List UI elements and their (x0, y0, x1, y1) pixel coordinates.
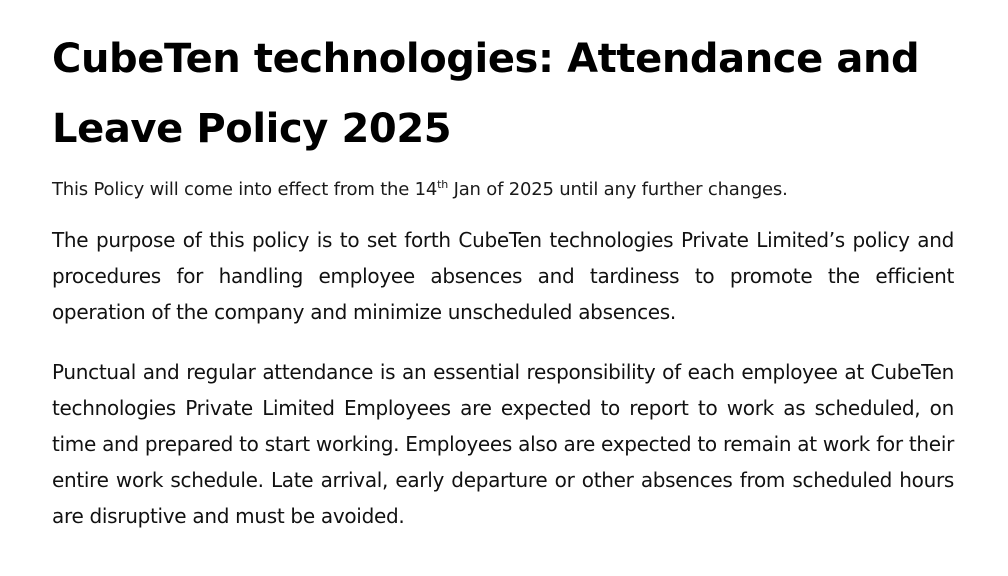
ordinal-suffix: th (437, 178, 449, 191)
document-page (52, 24, 954, 534)
purpose-paragraph: The purpose of this policy is to set forth CubeTen technologies Private Limited’s policy and procedures for handling employee absences and tardiness to promote the efficient operation of the company and minimize unscheduled absences. (52, 228, 954, 324)
attendance-paragraph: Punctual and regular attendance is an essential responsibility of each employee at CubeTen technologies Private Limited Employees are expected to report to work as scheduled, on time and prepared to start working. Employees also are expected to remain at work for their entire work schedule. Late arrival, early departure or other absences from scheduled hours are disruptive and must be avoided. (52, 360, 954, 528)
effective-date-prefix: This Policy will come into effect from the 14 (52, 179, 438, 200)
document-title: CubeTen technologies: Attendance and Leave Policy 2025 (52, 36, 920, 152)
effective-date-line (52, 178, 954, 202)
effective-date-suffix: Jan of 2025 until any further changes. (448, 179, 788, 200)
